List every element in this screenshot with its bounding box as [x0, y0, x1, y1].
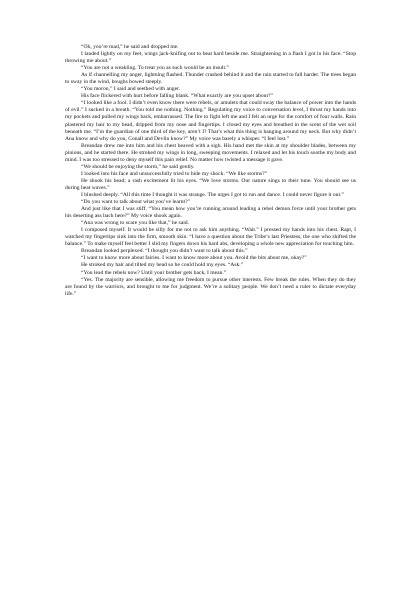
- paragraph: I composed myself. It would be silly for me not to ask him anything. “Wait.” I pressed my hands into his chest. Rapt, I watched my fingertips sink into the firm, smooth skin. “I have a question about the Tribe’s last Priestess, the one who shifted the balance.” To make myself feel better I slid my fingers down his hard abs, developing a whole new appreciation for touching him.: [65, 227, 356, 248]
- paragraph: “Ana was wrong to scare you like that,” he said.: [81, 220, 189, 227]
- paragraph: As if channelling my anger, lightning flashed. Thunder crashed behind it and the rain started to fall harder. The trees began to sway in the wind, boughs bowed steeply.: [65, 72, 356, 86]
- paragraph: He stroked my hair and tilted my head so he could hold my eyes. “Ask.”: [81, 262, 244, 269]
- paragraph: “You moron,” I said and seethed with anger.: [81, 86, 181, 93]
- paragraph: “Oh, you’re mad,” he said and dropped me.: [81, 44, 179, 50]
- paragraph: “Do you want to talk about what you’ve learnt?”: [81, 199, 191, 206]
- paragraph: I landed lightly on my feet, wings jack-knifing out to beat hard beside me. Straightening in a flash I got in his face. “Stop throwing me about.”: [65, 51, 356, 65]
- paragraph: I blushed deeply. “All this time I thought it was strange. The urges I got to run and dance. I could never figure it out.”: [81, 191, 344, 198]
- paragraph: I looked into his face and unsuccessfully tried to hide my shock. “We like storms?”: [81, 170, 268, 177]
- paragraph: He shook his head; a rash excitement lit his eyes. “We love storms. Our nature sings to their tune. You should see us during heat waves.”: [65, 177, 356, 191]
- paragraph: Breandan drew me into him and his chest heaved with a sigh. His hand met the skin at my shoulder blades, between my pinions, and he started there. He stroked my wings in long, sweeping movements. I relaxed and let his touch soothe my body and mind. I was too stressed to deny myself this pain relief. No matter how twisted a message it gave.: [65, 142, 356, 163]
- paragraph: “I want to know more about fairies. I want to know more about you. Avoid the bits about me, okay?”: [81, 255, 307, 262]
- book-page-body: [65, 44, 356, 298]
- paragraph: “We should be enjoying the storm,” he said gently.: [81, 163, 195, 170]
- paragraph: “You are not a weakling. To treat you as such would be an insult.”: [81, 65, 229, 72]
- paragraph: Breandan looked perplexed. “I thought you didn’t want to talk about this.”: [81, 248, 248, 255]
- paragraph: And just like that I was stiff. “You mean how you’re running around leading a rebel demon force until your brother gets his deserting ass back here?” My voice shook again.: [65, 206, 356, 220]
- paragraph: “Yes. The majority are sensible, allowing me freedom to pursue other interests. Few break the rules. When they do they are found by the warriors, and brought to me for judgment. We’re a solitary people. We don’t need a ruler to dictate everyday life.”: [65, 276, 356, 297]
- paragraph: His face flickered with hurt before falling blank. “What exactly are you upset about?”: [81, 93, 273, 100]
- paragraph: “You lead the rebels now? Until your brother gets back, I mean.”: [81, 269, 227, 276]
- paragraph: “I looked like a fool. I didn’t even know there were rebels, or amulets that could sway the balance of power into the hands of evil.” I sucked in a breath. “You told me nothing. Nothing.” Regulating my voice to conversation level, I thrust my hands into my pockets and pulled my wings back, embarrassed. The fire to fight left me and I felt an urge for the comfort of four walls. Rain plastered my hair to my head, dripped from my nose and fingertips. I closed my eyes and breathed in the scent of the wet soil beneath me. “I’m the guardian of one third of the key, aren’t I? That’s what this thing is hanging around my neck. But why didn’t Ana know and why do you, Conall and Devlin know?” My voice was barely a whisper. “I feel lost.”: [65, 100, 356, 142]
